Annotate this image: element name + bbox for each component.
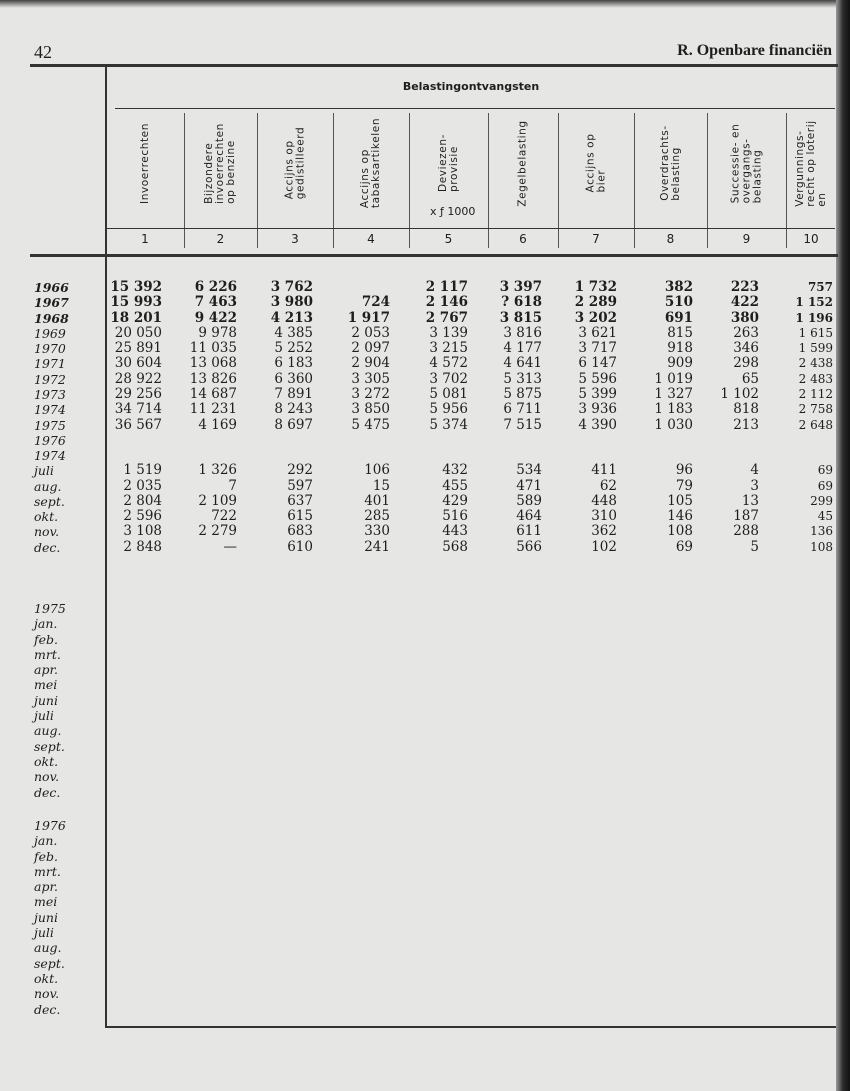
table-cell: 4 213 xyxy=(270,309,313,326)
table-row xyxy=(0,311,850,326)
table-row xyxy=(0,971,850,986)
table-cell: 8 697 xyxy=(274,416,313,433)
table-row xyxy=(0,693,850,708)
table-row xyxy=(0,723,850,738)
table-cell: 146 xyxy=(667,508,693,525)
bottom-rule xyxy=(106,1026,836,1028)
table-cell: 6 711 xyxy=(503,401,542,418)
header-subrule xyxy=(115,108,835,109)
table-cell: 1 732 xyxy=(574,279,617,295)
table-row xyxy=(0,940,850,955)
column-header-label: Zegelbelasting xyxy=(516,119,529,207)
table-cell: 8 243 xyxy=(274,401,313,418)
table-cell: — xyxy=(223,538,237,555)
table-cell: 7 515 xyxy=(503,416,542,433)
table-cell: 7 463 xyxy=(194,294,237,311)
column-number: 1 xyxy=(141,232,149,246)
row-label: 1974 xyxy=(34,402,66,418)
table-cell: 2 904 xyxy=(351,355,390,372)
column-header-7 xyxy=(558,113,634,213)
table-cell: 3 850 xyxy=(351,401,390,418)
column-number: 3 xyxy=(291,232,299,246)
top-rule xyxy=(30,64,838,67)
row-label: dec. xyxy=(34,1001,61,1017)
table-cell: 3 815 xyxy=(499,309,542,326)
table-cell: 5 xyxy=(750,538,759,555)
row-label: juni xyxy=(34,692,58,708)
column-header-4 xyxy=(333,113,409,213)
numbers-rule xyxy=(107,228,835,229)
table-row xyxy=(0,402,850,417)
row-label: mrt. xyxy=(34,863,61,879)
table-cell: 422 xyxy=(730,294,759,311)
table-cell: 683 xyxy=(287,523,313,540)
table-cell: 2 758 xyxy=(798,402,833,417)
table-cell: 5 956 xyxy=(429,401,468,418)
table-row xyxy=(0,849,850,864)
table-row xyxy=(0,479,850,494)
table-row xyxy=(0,910,850,925)
row-label: juli xyxy=(34,925,54,941)
table-cell: 597 xyxy=(287,477,313,494)
table-cell: 11 035 xyxy=(189,340,237,357)
column-header-8 xyxy=(634,113,707,213)
column-header-6 xyxy=(488,113,558,213)
table-cell: 18 201 xyxy=(110,309,162,326)
table-cell: 3 762 xyxy=(270,279,313,295)
row-label: nov. xyxy=(34,769,60,785)
row-label: juni xyxy=(34,909,58,925)
table-section xyxy=(0,280,850,448)
row-label: nov. xyxy=(34,986,60,1002)
column-number: 6 xyxy=(519,232,527,246)
table-row xyxy=(0,632,850,647)
table-cell: 1 030 xyxy=(654,416,693,433)
table-cell: 2 279 xyxy=(198,523,237,540)
table-cell: 6 226 xyxy=(194,279,237,295)
section-year-heading: 1975 xyxy=(34,601,66,616)
row-label: sept. xyxy=(34,493,65,509)
table-cell: 568 xyxy=(442,538,468,555)
column-number: 4 xyxy=(367,232,375,246)
table-cell: 615 xyxy=(287,508,313,525)
table-cell: 464 xyxy=(516,508,542,525)
table-cell: 285 xyxy=(364,508,390,525)
table-cell: 7 xyxy=(228,477,237,494)
table-cell: 3 717 xyxy=(578,340,617,357)
table-cell: 79 xyxy=(675,477,693,494)
table-cell: 2 648 xyxy=(798,417,833,432)
column-header-3 xyxy=(257,113,333,213)
table-cell: 3 305 xyxy=(351,370,390,387)
page-edge-shadow xyxy=(0,0,850,8)
table-row xyxy=(0,433,850,448)
row-label: 1972 xyxy=(34,371,66,387)
row-label: nov. xyxy=(34,524,60,540)
row-label: mrt. xyxy=(34,646,61,662)
table-cell: 310 xyxy=(591,508,617,525)
table-cell: 5 081 xyxy=(429,386,468,403)
table-cell: 34 714 xyxy=(114,401,162,418)
table-cell: 15 392 xyxy=(110,279,162,295)
table-cell: 611 xyxy=(516,523,542,540)
column-number: 7 xyxy=(592,232,600,246)
table-cell: 4 572 xyxy=(429,355,468,372)
column-number: 10 xyxy=(803,232,819,246)
table-cell: 2 109 xyxy=(198,492,237,509)
table-cell: 25 891 xyxy=(114,340,162,357)
table-row xyxy=(0,509,850,524)
table-cell: 909 xyxy=(667,355,693,372)
column-header-1 xyxy=(106,113,184,213)
table-cell: 187 xyxy=(733,508,759,525)
table-cell: 3 702 xyxy=(429,370,468,387)
column-header-9 xyxy=(707,113,786,213)
table-cell: 299 xyxy=(810,493,833,508)
table-cell: 9 978 xyxy=(198,324,237,341)
table-cell: 1 326 xyxy=(198,462,237,479)
table-row xyxy=(0,769,850,784)
table-row xyxy=(0,677,850,692)
table-cell: 7 891 xyxy=(274,386,313,403)
table-cell: 3 202 xyxy=(574,309,617,326)
column-number: 9 xyxy=(742,232,751,246)
table-cell: 382 xyxy=(664,279,693,295)
row-label: 1976 xyxy=(34,432,66,448)
table-cell: 292 xyxy=(287,462,313,479)
table-row xyxy=(0,372,850,387)
table-cell: 610 xyxy=(287,538,313,555)
table-banner: Belastingontvangsten xyxy=(402,80,540,93)
table-cell: 2 053 xyxy=(351,324,390,341)
table-row xyxy=(0,986,850,1001)
section-year-heading: 1976 xyxy=(34,818,66,833)
row-label: dec. xyxy=(34,784,61,800)
row-label: aug. xyxy=(34,723,62,739)
table-cell: 69 xyxy=(817,463,833,478)
table-cell: 722 xyxy=(211,508,237,525)
table-cell: 5 875 xyxy=(503,386,542,403)
table-cell: 2 035 xyxy=(123,477,162,494)
table-cell: 4 xyxy=(750,462,759,479)
table-row xyxy=(0,956,850,971)
table-row xyxy=(0,864,850,879)
table-cell: 432 xyxy=(442,462,468,479)
table-cell: ? 618 xyxy=(501,294,542,311)
table-cell: 13 068 xyxy=(189,355,237,372)
table-cell: 815 xyxy=(667,324,693,341)
table-cell: 30 604 xyxy=(114,355,162,372)
table-row xyxy=(0,280,850,295)
row-label: mei xyxy=(34,894,58,910)
table-cell: 4 390 xyxy=(578,416,617,433)
table-cell: 28 922 xyxy=(114,370,162,387)
row-label: 1968 xyxy=(34,310,69,326)
row-label: 1971 xyxy=(34,356,66,372)
table-cell: 510 xyxy=(664,294,693,311)
table-cell: 1 183 xyxy=(654,401,693,418)
table-row xyxy=(0,494,850,509)
row-label: feb. xyxy=(34,631,58,647)
table-cell: 4 385 xyxy=(274,324,313,341)
table-cell: 3 621 xyxy=(578,324,617,341)
table-row xyxy=(0,662,850,677)
table-cell: 3 816 xyxy=(503,324,542,341)
table-cell: 6 360 xyxy=(274,370,313,387)
row-label: feb. xyxy=(34,848,58,864)
table-cell: 362 xyxy=(591,523,617,540)
column-header-2 xyxy=(184,113,257,213)
table-cell: 1 102 xyxy=(720,386,759,403)
table-cell: 589 xyxy=(516,492,542,509)
table-cell: 241 xyxy=(364,538,390,555)
table-cell: 1 615 xyxy=(798,325,833,340)
table-cell: 11 231 xyxy=(189,401,237,418)
table-cell: 818 xyxy=(733,401,759,418)
column-number: 2 xyxy=(216,232,225,246)
row-label: 1967 xyxy=(34,295,69,311)
row-label: aug. xyxy=(34,478,62,494)
table-row xyxy=(0,833,850,848)
section-year-heading: 1974 xyxy=(34,448,66,463)
table-cell: 534 xyxy=(516,462,542,479)
row-label: apr. xyxy=(34,662,59,678)
table-row xyxy=(0,647,850,662)
table-cell: 5 252 xyxy=(274,340,313,357)
column-header-label: Accijns op gedistilleerd xyxy=(282,126,306,200)
table-cell: 4 177 xyxy=(503,340,542,357)
table-cell: 346 xyxy=(733,340,759,357)
table-cell: 3 215 xyxy=(429,340,468,357)
table-row xyxy=(0,894,850,909)
table-section xyxy=(0,818,850,1017)
table-cell: 1 327 xyxy=(654,386,693,403)
table-cell: 13 826 xyxy=(189,370,237,387)
table-row xyxy=(0,387,850,402)
table-cell: 102 xyxy=(591,538,617,555)
table-row xyxy=(0,879,850,894)
table-row xyxy=(0,708,850,723)
table-cell: 36 567 xyxy=(114,416,162,433)
row-label: jan. xyxy=(34,616,58,632)
table-row xyxy=(0,540,850,555)
row-label: juli xyxy=(34,463,54,479)
column-header-5 xyxy=(409,113,488,213)
row-label: dec. xyxy=(34,539,61,555)
table-cell: 2 767 xyxy=(425,309,468,326)
table-cell: 15 993 xyxy=(110,294,162,311)
table-cell: 298 xyxy=(733,355,759,372)
table-cell: 637 xyxy=(287,492,313,509)
table-cell: 5 475 xyxy=(351,416,390,433)
column-header-10 xyxy=(786,113,836,213)
table-cell: 330 xyxy=(364,523,390,540)
table-cell: 3 272 xyxy=(351,386,390,403)
row-label: sept. xyxy=(34,955,65,971)
table-cell: 15 xyxy=(372,477,390,494)
table-cell: 1 019 xyxy=(654,370,693,387)
row-label: mei xyxy=(34,677,58,693)
table-cell: 918 xyxy=(667,340,693,357)
column-header-label: Accijns op bier xyxy=(584,133,607,193)
table-cell: 3 397 xyxy=(499,279,542,295)
table-row xyxy=(0,739,850,754)
table-row xyxy=(0,295,850,310)
table-cell: 3 xyxy=(750,477,759,494)
row-label: aug. xyxy=(34,940,62,956)
row-label: 1970 xyxy=(34,341,66,357)
table-cell: 108 xyxy=(810,539,833,554)
table-cell: 5 399 xyxy=(578,386,617,403)
column-header-label: Successie- en overgangs- belasting xyxy=(729,123,763,203)
table-cell: 516 xyxy=(442,508,468,525)
table-row xyxy=(0,1002,850,1017)
table-cell: 2 483 xyxy=(798,371,833,386)
table-cell: 757 xyxy=(807,280,833,294)
table-cell: 1 917 xyxy=(347,309,390,326)
column-header-label: Invoerrechten xyxy=(138,122,151,204)
row-label: jan. xyxy=(34,833,58,849)
row-label: sept. xyxy=(34,738,65,754)
row-label: 1973 xyxy=(34,387,66,403)
table-cell: 3 108 xyxy=(123,523,162,540)
table-cell: 411 xyxy=(591,462,617,479)
table-cell: 136 xyxy=(810,524,833,539)
table-cell: 69 xyxy=(817,478,833,493)
table-cell: 3 980 xyxy=(270,294,313,311)
table-cell: 96 xyxy=(675,462,693,479)
row-label: okt. xyxy=(34,970,59,986)
table-cell: 2 804 xyxy=(123,492,162,509)
table-cell: 45 xyxy=(817,509,833,524)
table-cell: 1 599 xyxy=(798,341,833,356)
table-section xyxy=(0,448,850,555)
table-cell: 1 152 xyxy=(795,295,833,310)
table-cell: 401 xyxy=(364,492,390,509)
column-header-label: Vergunnings- recht op loterij en xyxy=(793,119,828,207)
table-cell: 3 936 xyxy=(578,401,617,418)
table-cell: 448 xyxy=(591,492,617,509)
header-bottom-rule xyxy=(30,254,838,257)
column-number: 5 xyxy=(444,232,453,246)
table-cell: 5 374 xyxy=(429,416,468,433)
table-cell: 69 xyxy=(675,538,693,555)
table-row xyxy=(0,524,850,539)
table-cell: 2 146 xyxy=(425,294,468,311)
table-cell: 288 xyxy=(733,523,759,540)
row-label: okt. xyxy=(34,753,59,769)
table-section xyxy=(0,601,850,800)
table-cell: 9 422 xyxy=(194,309,237,326)
table-row xyxy=(0,326,850,341)
column-header-label: Overdrachts- belasting xyxy=(658,125,682,201)
table-cell: 3 139 xyxy=(429,324,468,341)
table-row xyxy=(0,341,850,356)
table-cell: 2 117 xyxy=(425,279,468,295)
table-cell: 2 438 xyxy=(798,356,833,371)
column-header-label: Deviezen- provisie xyxy=(436,134,460,192)
column-header-label: Bijzondere invoerrechten op benzine xyxy=(203,122,237,204)
table-cell: 2 848 xyxy=(123,538,162,555)
unit-label: x ƒ 1000 xyxy=(430,205,476,218)
table-cell: 2 596 xyxy=(123,508,162,525)
row-label: juli xyxy=(34,708,54,724)
table-cell: 4 641 xyxy=(503,355,542,372)
table-cell: 213 xyxy=(733,416,759,433)
table-cell: 14 687 xyxy=(189,386,237,403)
table-cell: 443 xyxy=(442,523,468,540)
section-title: R. Openbare financiën xyxy=(677,42,832,59)
table-row xyxy=(0,785,850,800)
column-header-label: Accijns op tabaksartikelen xyxy=(359,117,382,209)
table-cell: 6 183 xyxy=(274,355,313,372)
table-cell: 2 097 xyxy=(351,340,390,357)
table-cell: 429 xyxy=(442,492,468,509)
table-cell: 1 196 xyxy=(795,310,833,325)
table-cell: 5 596 xyxy=(578,370,617,387)
table-cell: 263 xyxy=(733,324,759,341)
table-row xyxy=(0,925,850,940)
table-cell: 6 147 xyxy=(578,355,617,372)
table-cell: 691 xyxy=(664,309,693,326)
table-cell: 105 xyxy=(667,492,693,509)
table-row xyxy=(0,356,850,371)
table-row xyxy=(0,463,850,478)
table-cell: 20 050 xyxy=(114,324,162,341)
table-cell: 2 112 xyxy=(798,387,833,402)
page-number: 42 xyxy=(34,42,52,62)
table-cell: 380 xyxy=(730,309,759,326)
column-number: 8 xyxy=(666,232,675,246)
table-row xyxy=(0,616,850,631)
table-cell: 566 xyxy=(516,538,542,555)
table-cell: 108 xyxy=(667,523,693,540)
row-label: okt. xyxy=(34,509,59,525)
table-cell: 106 xyxy=(364,462,390,479)
table-cell: 2 289 xyxy=(574,294,617,311)
table-cell: 471 xyxy=(516,477,542,494)
table-cell: 4 169 xyxy=(198,416,237,433)
row-label: 1966 xyxy=(34,280,69,295)
table-cell: 5 313 xyxy=(503,370,542,387)
row-label: 1969 xyxy=(34,325,66,341)
table-cell: 724 xyxy=(361,294,390,311)
table-cell: 455 xyxy=(442,477,468,494)
table-row xyxy=(0,418,850,433)
row-label: 1975 xyxy=(34,417,66,433)
table-cell: 29 256 xyxy=(114,386,162,403)
table-cell: 1 519 xyxy=(123,462,162,479)
row-label: apr. xyxy=(34,879,59,895)
table-row xyxy=(0,754,850,769)
table-cell: 62 xyxy=(599,477,617,494)
table-cell: 13 xyxy=(741,492,759,509)
table-cell: 223 xyxy=(730,279,759,295)
table-cell: 65 xyxy=(741,370,759,387)
